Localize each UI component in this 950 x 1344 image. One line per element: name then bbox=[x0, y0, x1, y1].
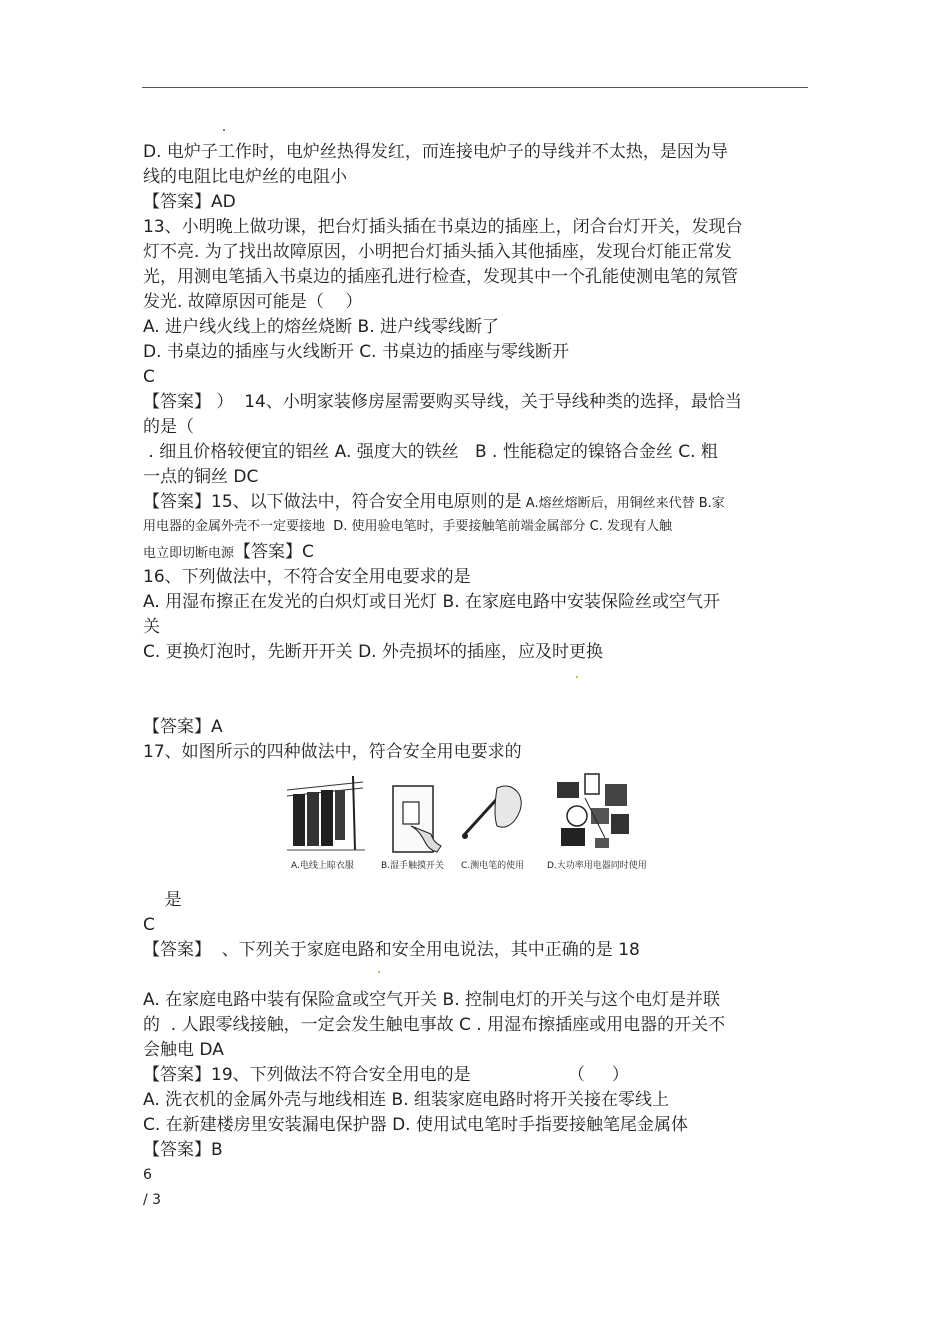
line-25: C bbox=[143, 915, 155, 935]
line-17 bbox=[143, 540, 314, 566]
answer-12: 【答案】AD bbox=[143, 192, 236, 212]
figure-c-test-pen bbox=[462, 786, 521, 839]
question-18: 【答案】 、下列关于家庭电路和安全用电说法，其中正确的是 18 bbox=[143, 940, 640, 960]
page-number: 6 bbox=[143, 1167, 152, 1183]
question-17: 17、如图所示的四种做法中，符合安全用电要求的 bbox=[143, 742, 522, 762]
line-14: 一点的铜丝 DC bbox=[143, 467, 259, 487]
question-15-stem: 【答案】15、以下做法中，符合安全用电原则的是 bbox=[143, 492, 522, 512]
line-16: 用电器的金属外壳不一定要接地 D. 使用验电笔时，手要接触笔前端金属部分 C. 发现有人触 bbox=[143, 519, 673, 534]
question-16: 16、下列做法中，不符合安全用电要求的是 bbox=[143, 567, 471, 587]
question-15-options: A.熔丝熔断后，用铜丝来代替 B.家 bbox=[521, 496, 725, 511]
header-rule bbox=[142, 87, 808, 88]
question-15 bbox=[143, 490, 725, 516]
line-01: D. 电炉子工作时，电炉丝热得发红，而连接电炉子的导线并不太热，是因为导 bbox=[143, 142, 728, 162]
line-28: 的 . 人跟零线接触，一定会发生触电事故 C . 用湿布擦插座或用电器的开关不 bbox=[143, 1015, 726, 1035]
line-21: C. 更换灯泡时，先断开开关 D. 外壳损坏的插座，应及时更换 bbox=[143, 642, 603, 662]
line-02: 线的电阻比电炉丝的电阻小 bbox=[143, 167, 347, 187]
question-13: 13、小明晚上做功课，把台灯插头插在书桌边的插座上，闭合台灯开关，发现台 bbox=[143, 217, 743, 237]
stray-dot bbox=[378, 971, 380, 973]
line-19: A. 用湿布擦正在发光的白炽灯或日光灯 B. 在家庭电路中安装保险丝或空气开 bbox=[143, 592, 721, 612]
page-total: / 3 bbox=[143, 1192, 162, 1208]
line-32: C. 在新建楼房里安装漏电保护器 D. 使用试电笔时手指要接触笔尾金属体 bbox=[143, 1115, 688, 1135]
figure-a-clothes-on-wire bbox=[287, 776, 365, 850]
caption-c: C.测电笔的使用 bbox=[461, 861, 525, 871]
question-19: 【答案】19、下列做法不符合安全用电的是 （ ） bbox=[143, 1065, 629, 1085]
line-10: C bbox=[143, 367, 155, 387]
figure-d-appliances bbox=[557, 774, 629, 848]
caption-a: A.电线上晾衣服 bbox=[291, 861, 354, 871]
line-29: 会触电 DA bbox=[143, 1040, 224, 1060]
safety-figure bbox=[285, 768, 665, 876]
line-27: A. 在家庭电路中装有保险盒或空气开关 B. 控制电灯的开关与这个电灯是并联 bbox=[143, 990, 721, 1010]
line-17-text: 电立即切断电源 bbox=[143, 546, 235, 561]
question-14: 【答案】 ） 14、小明家装修房屋需要购买导线，关于导线种类的选择，最恰当 bbox=[143, 392, 742, 412]
stray-dot bbox=[576, 676, 578, 678]
answer-16: 【答案】A bbox=[143, 717, 223, 737]
line-13: . 细且价格较便宜的铝丝 A. 强度大的铁丝 B . 性能稳定的镍铬合金丝 C. 粗 bbox=[143, 442, 718, 462]
line-24: 是 bbox=[143, 890, 182, 910]
figure-b-wet-hand-switch bbox=[393, 786, 441, 852]
line-12: 的是（ bbox=[143, 417, 194, 437]
answer-19: 【答案】B bbox=[143, 1140, 223, 1160]
line-05: 灯不亮. 为了找出故障原因，小明把台灯插头插入其他插座，发现台灯能正常发 bbox=[143, 242, 732, 262]
answer-15: 【答案】C bbox=[234, 542, 314, 562]
line-07: 发光. 故障原因可能是（ ） bbox=[143, 292, 363, 312]
caption-d: D.大功率用电器同时使用 bbox=[547, 861, 647, 871]
caption-b: B.湿手触摸开关 bbox=[381, 861, 445, 871]
line-31: A. 洗衣机的金属外壳与地线相连 B. 组装家庭电路时将开关接在零线上 bbox=[143, 1090, 670, 1110]
option-line-09: D. 书桌边的插座与火线断开 C. 书桌边的插座与零线断开 bbox=[143, 342, 569, 362]
line-06: 光，用测电笔插入书桌边的插座孔进行检查，发现其中一个孔能使测电笔的氖管 bbox=[143, 267, 738, 287]
line-20: 关 bbox=[143, 617, 160, 637]
stray-dot bbox=[223, 129, 225, 131]
option-line-08: A. 进户线火线上的熔丝烧断 B. 进户线零线断了 bbox=[143, 317, 500, 337]
